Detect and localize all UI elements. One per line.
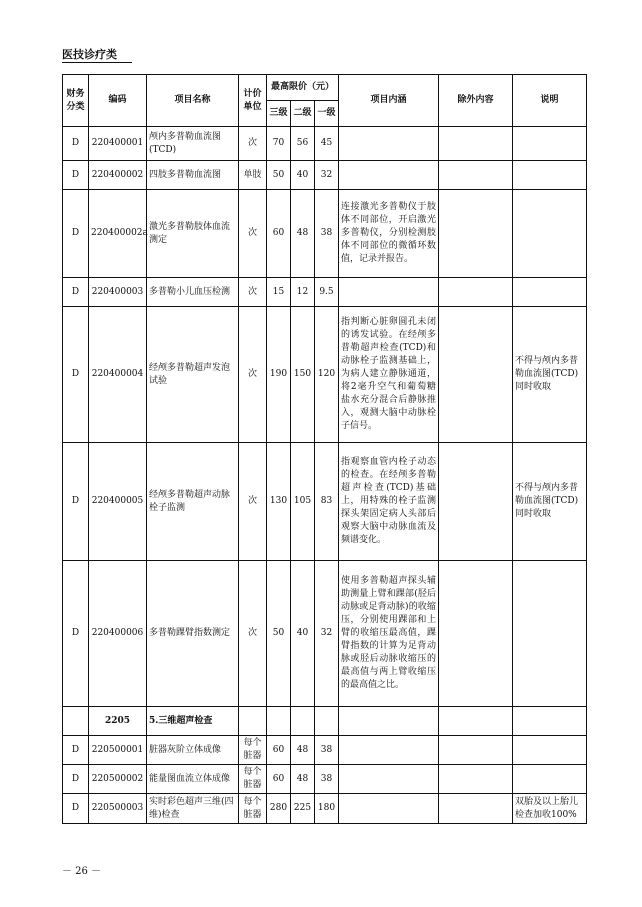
cell-notes	[513, 736, 587, 765]
cell-code: 220400006	[89, 561, 147, 707]
cell-unit: 每个脏器	[239, 765, 267, 794]
cell-finance: D	[63, 794, 89, 824]
cell-finance: D	[63, 190, 89, 278]
cell-unit: 次	[239, 443, 267, 561]
cell-price1: 38	[315, 736, 339, 765]
cell-code: 220500003	[89, 794, 147, 824]
cell-price2: 56	[291, 127, 315, 161]
cell-price1: 38	[315, 765, 339, 794]
cell-price2: 48	[291, 736, 315, 765]
cell-name: 经颅多普勒超声发泡试验	[147, 307, 239, 443]
cell-price3: 130	[267, 443, 291, 561]
cell-name: 四肢多普勒血流图	[147, 161, 239, 190]
cell-content	[339, 278, 439, 307]
table-row	[63, 190, 587, 278]
cell-price1: 83	[315, 443, 339, 561]
cell-price1	[315, 707, 339, 736]
cell-price1: 45	[315, 127, 339, 161]
cell-notes	[513, 765, 587, 794]
cell-price3: 70	[267, 127, 291, 161]
cell-content	[339, 794, 439, 824]
cell-notes	[513, 161, 587, 190]
cell-name: 多普勒踝臂指数测定	[147, 561, 239, 707]
cell-unit: 次	[239, 127, 267, 161]
cell-finance: D	[63, 127, 89, 161]
cell-price1: 32	[315, 561, 339, 707]
cell-excluded	[439, 190, 513, 278]
col-name: 项目名称	[147, 75, 239, 127]
cell-content	[339, 707, 439, 736]
cell-name: 实时彩色超声三维(四维)检查	[147, 794, 239, 824]
cell-finance: D	[63, 307, 89, 443]
cell-notes: 不得与颅内多普勒血流图(TCD)同时收取	[513, 443, 587, 561]
cell-excluded	[439, 765, 513, 794]
cell-code: 220400003	[89, 278, 147, 307]
fee-table	[62, 74, 587, 824]
cell-notes: 不得与颅内多普勒血流图(TCD)同时收取	[513, 307, 587, 443]
cell-notes	[513, 561, 587, 707]
cell-price1: 120	[315, 307, 339, 443]
cell-excluded	[439, 127, 513, 161]
cell-name: 脏器灰阶立体成像	[147, 736, 239, 765]
cell-notes	[513, 190, 587, 278]
cell-name: 颅内多普勒血流图(TCD)	[147, 127, 239, 161]
cell-code: 220400005	[89, 443, 147, 561]
cell-code: 220500001	[89, 736, 147, 765]
cell-code: 220400001	[89, 127, 147, 161]
cell-name: 能量图血流立体成像	[147, 765, 239, 794]
cell-finance: D	[63, 736, 89, 765]
cell-price2: 48	[291, 765, 315, 794]
col-finance: 财务分类	[63, 75, 89, 127]
cell-code: 220400004	[89, 307, 147, 443]
cell-notes	[513, 127, 587, 161]
cell-price3	[267, 707, 291, 736]
cell-excluded	[439, 278, 513, 307]
category-underline	[62, 62, 132, 63]
cell-finance: D	[63, 561, 89, 707]
cell-content: 指观察血管内栓子动态的检查。在经颅多普勒超声检查(TCD)基础上，用特殊的栓子监测探头架固定病人头部后观察大脑中动脉血流及频谱变化。	[339, 443, 439, 561]
cell-price3: 190	[267, 307, 291, 443]
cell-excluded	[439, 307, 513, 443]
cell-excluded	[439, 561, 513, 707]
table-row	[63, 736, 587, 765]
cell-price3: 15	[267, 278, 291, 307]
col-level2: 二级	[291, 101, 315, 127]
cell-notes	[513, 278, 587, 307]
cell-content	[339, 161, 439, 190]
cell-unit: 次	[239, 561, 267, 707]
cell-content: 连接激光多普勒仪于肢体不同部位，开启激光多普勒仪，分别检测肢体不同部位的微循环数值，记录并报告。	[339, 190, 439, 278]
cell-name: 激光多普勒肢体血流测定	[147, 190, 239, 278]
cell-price2: 150	[291, 307, 315, 443]
table-row	[63, 127, 587, 161]
cell-price2: 12	[291, 278, 315, 307]
table-row	[63, 561, 587, 707]
cell-finance	[63, 707, 89, 736]
cell-excluded	[439, 443, 513, 561]
cell-excluded	[439, 707, 513, 736]
cell-notes: 双胎及以上胎儿检查加收100%	[513, 794, 587, 824]
cell-notes	[513, 707, 587, 736]
cell-unit: 次	[239, 307, 267, 443]
cell-price3: 50	[267, 561, 291, 707]
col-code: 编码	[89, 75, 147, 127]
cell-content	[339, 736, 439, 765]
cell-content: 指判断心脏卵圆孔未闭的诱发试验。在经颅多普勒超声检查(TCD)和动脉栓子监测基础上，为病人建立静脉通道，将2毫升空气和葡萄糖盐水充分混合后静脉推入，观测大脑中动脉栓子信号。	[339, 307, 439, 443]
col-unit: 计价单位	[239, 75, 267, 127]
col-max-price: 最高限价（元）	[267, 75, 339, 101]
cell-code: 220400002a	[89, 190, 147, 278]
cell-price1: 180	[315, 794, 339, 824]
cell-price2: 48	[291, 190, 315, 278]
cell-name: 多普勒小儿血压检测	[147, 278, 239, 307]
cell-price2: 40	[291, 161, 315, 190]
cell-price2: 105	[291, 443, 315, 561]
cell-finance: D	[63, 765, 89, 794]
cell-price1: 32	[315, 161, 339, 190]
table-row	[63, 794, 587, 824]
cell-content: 使用多普勒超声探头辅助测量上臂和踝部(胫后动脉或足背动脉)的收缩压，分别使用踝部和上臂的收缩压最高值，踝臂指数的计算为足背动脉或胫后动脉收缩压的最高值与两上臂收缩压的最高值之比。	[339, 561, 439, 707]
cell-unit: 每个脏器	[239, 794, 267, 824]
cell-excluded	[439, 161, 513, 190]
cell-finance: D	[63, 278, 89, 307]
cell-code: 220500002	[89, 765, 147, 794]
cell-excluded	[439, 794, 513, 824]
table-row	[63, 765, 587, 794]
col-content: 项目内涵	[339, 75, 439, 127]
col-notes: 说明	[513, 75, 587, 127]
cell-content	[339, 127, 439, 161]
cell-finance: D	[63, 443, 89, 561]
cell-price3: 60	[267, 736, 291, 765]
cell-unit: 次	[239, 190, 267, 278]
section-name: 5.三维超声检查	[147, 707, 239, 736]
cell-price3: 60	[267, 190, 291, 278]
cell-unit: 每个脏器	[239, 736, 267, 765]
col-excluded: 除外内容	[439, 75, 513, 127]
cell-unit	[239, 707, 267, 736]
section-row	[63, 707, 587, 736]
cell-price1: 9.5	[315, 278, 339, 307]
cell-price3: 50	[267, 161, 291, 190]
table-row	[63, 161, 587, 190]
table-row	[63, 443, 587, 561]
cell-price2	[291, 707, 315, 736]
cell-code: 220400002	[89, 161, 147, 190]
col-level3: 三级	[267, 101, 291, 127]
cell-finance: D	[63, 161, 89, 190]
cell-price3: 280	[267, 794, 291, 824]
table-row	[63, 278, 587, 307]
cell-price2: 40	[291, 561, 315, 707]
cell-name: 经颅多普勒超声动脉栓子监测	[147, 443, 239, 561]
col-level1: 一级	[315, 101, 339, 127]
category-title: 医技诊疗类	[62, 48, 117, 61]
cell-price3: 60	[267, 765, 291, 794]
page-number: － 26 －	[62, 866, 102, 877]
section-code: 2205	[89, 707, 147, 736]
cell-unit: 单肢	[239, 161, 267, 190]
cell-excluded	[439, 736, 513, 765]
table-row	[63, 307, 587, 443]
cell-content	[339, 765, 439, 794]
cell-price1: 38	[315, 190, 339, 278]
cell-price2: 225	[291, 794, 315, 824]
cell-unit: 次	[239, 278, 267, 307]
